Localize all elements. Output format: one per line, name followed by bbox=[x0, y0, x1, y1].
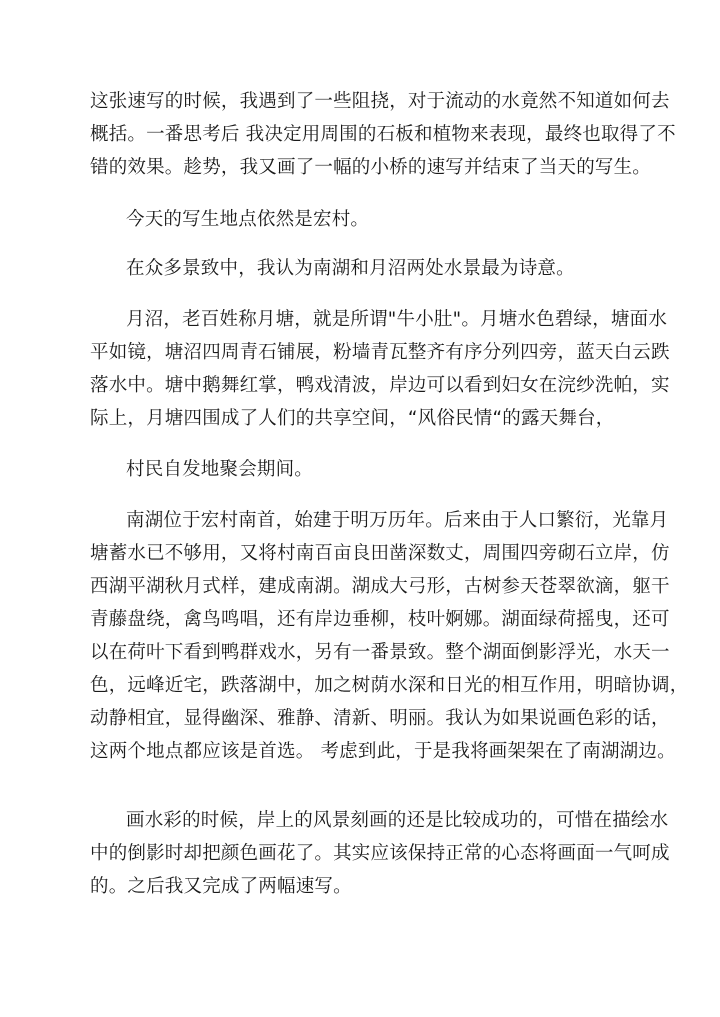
paragraph-2 bbox=[90, 203, 646, 236]
text-line: 平如镜，塘沼四周青石铺展，粉墙青瓦整齐有序分列四旁，蓝天白云跌 bbox=[90, 342, 670, 363]
paragraph-7 bbox=[90, 804, 670, 903]
text-line: 村民自发地聚会期间。 bbox=[126, 459, 314, 480]
paragraph-1 bbox=[90, 85, 676, 184]
text-line: 错的效果。趁势，我又画了一幅的小桥的速写并结束了当天的写生。 bbox=[90, 157, 652, 178]
paragraph-3 bbox=[90, 252, 646, 285]
text-line: 塘蓄水已不够用，又将村南百亩良田凿深数丈，周围四旁砌石立岸，仿 bbox=[90, 543, 670, 564]
text-line: 画水彩的时候，岸上的风景刻画的还是比较成功的，可惜在描绘水 bbox=[126, 810, 669, 831]
text-line: 这两个地点都应该是首选。 考虑到此，于是我将画架架在了南湖湖边。 bbox=[90, 741, 676, 762]
text-line: 概括。一番思考后 我决定用周围的石板和植物来表现，最终也取得了不 bbox=[90, 124, 676, 145]
text-line: 南湖位于宏村南首，始建于明万历年。后来由于人口繁衍，光靠月 bbox=[126, 510, 669, 531]
text-line: 动静相宜，显得幽深、雅静、清新、明丽。我认为如果说画色彩的话， bbox=[90, 708, 670, 729]
paragraph-6 bbox=[90, 504, 689, 768]
text-line: 在众多景致中，我认为南湖和月沼两处水景最为诗意。 bbox=[126, 258, 575, 279]
text-line: 落水中。塘中鹅舞红掌，鸭戏清波，岸边可以看到妇女在浣纱洗帕，实 bbox=[90, 375, 670, 396]
text-line: 色，远峰近宅，跌落湖中，加之树荫水深和日光的相互作用，明暗协调， bbox=[90, 675, 689, 696]
text-line: 青藤盘绕，禽鸟鸣唱，还有岸边垂柳，枝叶婀娜。湖面绿荷摇曳，还可 bbox=[90, 609, 670, 630]
text-line: 际上，月塘四围成了人们的共享空间，“风俗民情“的露天舞台， bbox=[90, 408, 615, 429]
text-line: 中的倒影时却把颜色画花了。其实应该保持正常的心态将画面一气呵成 bbox=[90, 843, 670, 864]
text-line: 月沼，老百姓称月塘，就是所谓"牛小肚"。月塘水色碧绿，塘面水 bbox=[126, 309, 668, 330]
text-line: 今天的写生地点依然是宏村。 bbox=[126, 209, 370, 230]
text-line: 这张速写的时候，我遇到了一些阻挠，对于流动的水竟然不知道如何去 bbox=[90, 91, 670, 112]
text-line: 的。之后我又完成了两幅速写。 bbox=[90, 876, 352, 897]
paragraph-4 bbox=[90, 303, 670, 435]
text-line: 以在荷叶下看到鸭群戏水，另有一番景致。整个湖面倒影浮光，水天一 bbox=[90, 642, 670, 663]
text-line: 西湖平湖秋月式样，建成南湖。湖成大弓形，古树参天苍翠欲滴，躯干 bbox=[90, 576, 670, 597]
paragraph-5 bbox=[90, 453, 646, 486]
